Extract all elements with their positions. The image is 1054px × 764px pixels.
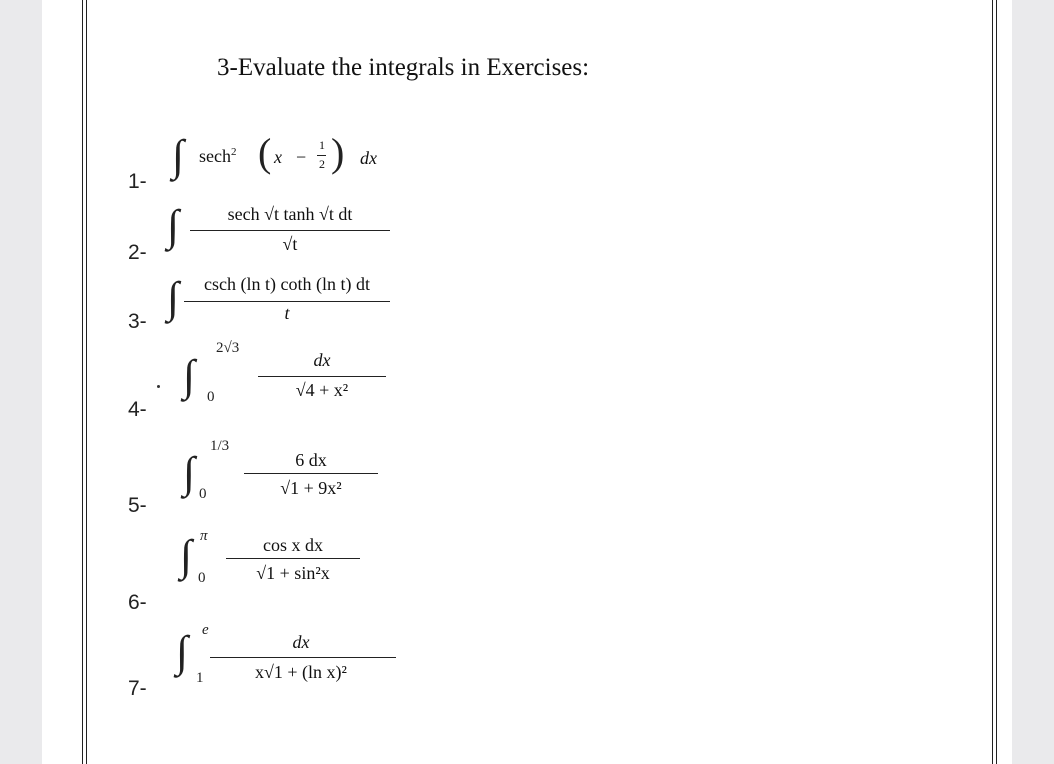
integral-sign: ∫ bbox=[172, 131, 185, 180]
left-margin-band bbox=[0, 0, 42, 764]
exercise-4-denominator: √4 + x² bbox=[295, 380, 349, 400]
half-bar bbox=[317, 155, 326, 156]
exercise-4-label: 4- bbox=[128, 398, 147, 421]
half-numerator: 1 bbox=[319, 138, 325, 152]
fraction-bar bbox=[184, 301, 390, 302]
frame-line-right-outer bbox=[996, 0, 997, 764]
exercise-7-numerator: dx bbox=[292, 632, 310, 652]
integral-sign: ∫ bbox=[180, 531, 193, 580]
upper-limit: 1/3 bbox=[210, 438, 230, 454]
integral-sign: ∫ bbox=[183, 448, 196, 497]
exercise-6-denominator: √1 + sin²x bbox=[256, 563, 330, 583]
exercise-1-x: x bbox=[274, 147, 282, 167]
exercise-5-label: 5- bbox=[128, 494, 147, 517]
exercise-2-label: 2- bbox=[128, 241, 147, 264]
exercise-3-denominator: t bbox=[284, 303, 290, 323]
exercise-1-sech: sech$^2$ bbox=[199, 146, 237, 166]
exercise-3-label: 3- bbox=[128, 310, 147, 333]
right-margin-band bbox=[1012, 0, 1054, 764]
exercise-2-numerator: sech √t tanh √t dt bbox=[227, 204, 353, 224]
fraction-bar bbox=[190, 230, 390, 231]
lower-limit: 0 bbox=[198, 570, 206, 586]
exercise-4-numerator: dx bbox=[313, 350, 331, 370]
exercise-7-label: 7- bbox=[128, 677, 147, 700]
exercise-1-dx: dx bbox=[360, 148, 377, 168]
exercise-5-denominator: √1 + 9x² bbox=[280, 478, 342, 498]
lower-limit: 0 bbox=[199, 486, 207, 502]
integral-sign: ∫ bbox=[183, 351, 196, 400]
page-title: 3-Evaluate the integrals in Exercises: bbox=[217, 54, 590, 81]
exercise-6-numerator: cos x dx bbox=[263, 535, 323, 555]
exercise-6-label: 6- bbox=[128, 591, 147, 614]
exercise-1-minus: − bbox=[296, 147, 307, 167]
upper-limit: 2√3 bbox=[216, 340, 240, 356]
frame-line-right-inner bbox=[992, 0, 993, 764]
fraction-bar bbox=[226, 558, 360, 559]
fraction-bar bbox=[244, 473, 378, 474]
right-paren: ) bbox=[331, 130, 345, 175]
half-denominator: 2 bbox=[319, 157, 325, 171]
exercise-1-label: 1- bbox=[128, 170, 147, 193]
exercise-7-denominator: x√1 + (ln x)² bbox=[255, 662, 347, 682]
fraction-bar bbox=[210, 657, 396, 658]
left-paren: ( bbox=[258, 130, 272, 175]
exercise-2-denominator: √t bbox=[282, 234, 298, 254]
exercise-3-numerator: csch (ln t) coth (ln t) dt bbox=[204, 274, 370, 294]
integral-sign: ∫ bbox=[176, 627, 189, 676]
lower-limit: 1 bbox=[196, 670, 204, 686]
lower-limit: 0 bbox=[207, 389, 215, 405]
exercise-5-numerator: 6 dx bbox=[295, 450, 327, 470]
upper-limit: π bbox=[200, 528, 208, 544]
integral-sign: ∫ bbox=[167, 273, 180, 322]
integral-sign: ∫ bbox=[167, 201, 180, 250]
stray-dot bbox=[157, 385, 160, 388]
upper-limit: e bbox=[202, 622, 209, 638]
fraction-bar bbox=[258, 376, 386, 377]
frame-line-left-outer bbox=[82, 0, 83, 764]
frame-line-left-inner bbox=[86, 0, 87, 764]
